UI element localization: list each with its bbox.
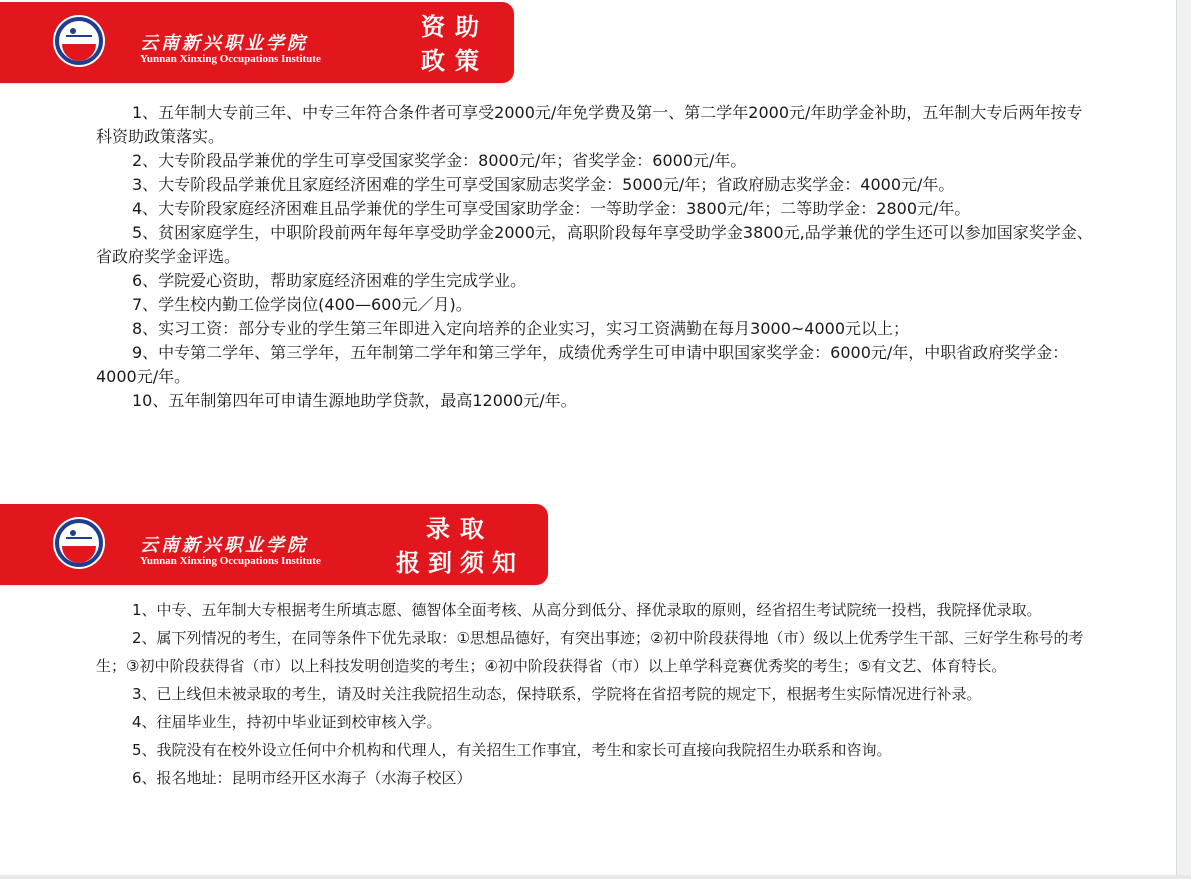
- banner-title-line1: 录取: [426, 515, 494, 543]
- banner-title-line1: 资助: [421, 13, 489, 41]
- school-emblem-icon: [52, 14, 106, 68]
- header-banner-admission: [0, 504, 548, 585]
- school-name-cn: 云南新兴职业学院: [140, 535, 308, 556]
- admission-item: 3、已上线但未被录取的考生，请及时关注我院招生动态，保持联系，学院将在省招考院的规定下，根据考生实际情况进行补录。: [132, 685, 982, 703]
- banner-title-line2: 报到须知: [396, 549, 524, 577]
- policy-item: 5、贫困家庭学生，中职阶段前两年每年享受助学金2000元，高职阶段每年享受助学金3800元,品学兼优的学生还可以参加国家奖学金、省政府奖学金评选。: [96, 223, 1093, 266]
- policy-item: 10、五年制第四年可申请生源地助学贷款，最高12000元/年。: [132, 391, 577, 410]
- policy-item: 6、学院爱心资助，帮助家庭经济困难的学生完成学业。: [132, 271, 527, 290]
- page-edge: [1176, 0, 1191, 879]
- financial-aid-policy-list: [96, 101, 1096, 413]
- school-name-en: Yunnan Xinxing Occupations Institute: [140, 555, 321, 567]
- school-emblem-icon: [52, 516, 106, 570]
- admission-notice-list: [96, 596, 1096, 792]
- policy-item: 3、大专阶段品学兼优且家庭经济困难的学生可享受国家励志奖学金：5000元/年；省政府励志奖学金：4000元/年。: [132, 175, 955, 194]
- school-name-en: Yunnan Xinxing Occupations Institute: [140, 53, 321, 65]
- policy-item: 8、实习工资：部分专业的学生第三年即进入定向培养的企业实习，实习工资满勤在每月3000~4000元以上；: [132, 319, 910, 338]
- admission-item: 6、报名地址：昆明市经开区水海子（水海子校区）: [132, 769, 472, 787]
- admission-item: 4、往届毕业生，持初中毕业证到校审核入学。: [132, 713, 442, 731]
- admission-item: 5、我院没有在校外设立任何中介机构和代理人，有关招生工作事宜，考生和家长可直接向我院招生办联系和咨询。: [132, 741, 892, 759]
- policy-item: 2、大专阶段品学兼优的学生可享受国家奖学金：8000元/年；省奖学金：6000元/年。: [132, 151, 747, 170]
- admission-item: 1、中专、五年制大专根据考生所填志愿、德智体全面考核、从高分到低分、择优录取的原则，经省招生考试院统一投档，我院择优录取。: [132, 601, 1042, 619]
- school-name-cn: 云南新兴职业学院: [140, 33, 308, 54]
- policy-item: 4、大专阶段家庭经济困难且品学兼优的学生可享受国家助学金：一等助学金：3800元/年；二等助学金：2800元/年。: [132, 199, 971, 218]
- policy-item: 1、五年制大专前三年、中专三年符合条件者可享受2000元/年免学费及第一、第二学年2000元/年助学金补助，五年制大专后两年按专科资助政策落实。: [96, 103, 1083, 146]
- header-banner-financial-aid: [0, 2, 514, 83]
- policy-item: 9、中专第二学年、第三学年，五年制第二学年和第三学年，成绩优秀学生可申请中职国家奖学金：6000元/年，中职省政府奖学金：4000元/年。: [96, 343, 1069, 386]
- page-bottom-edge: [0, 875, 1191, 879]
- admission-item: 2、属下列情况的考生，在同等条件下优先录取：①思想品德好，有突出事迹；②初中阶段获得地（市）级以上优秀学生干部、三好学生称号的考生；③初中阶段获得省（市）以上科技发明创造奖的考生；④初中阶段获得省（市）以上单学科竞赛优秀奖的考生；⑤有文艺、体育特长。: [96, 629, 1084, 675]
- policy-item: 7、学生校内勤工俭学岗位(400—600元／月)。: [132, 295, 472, 314]
- banner-title-line2: 政策: [421, 47, 489, 75]
